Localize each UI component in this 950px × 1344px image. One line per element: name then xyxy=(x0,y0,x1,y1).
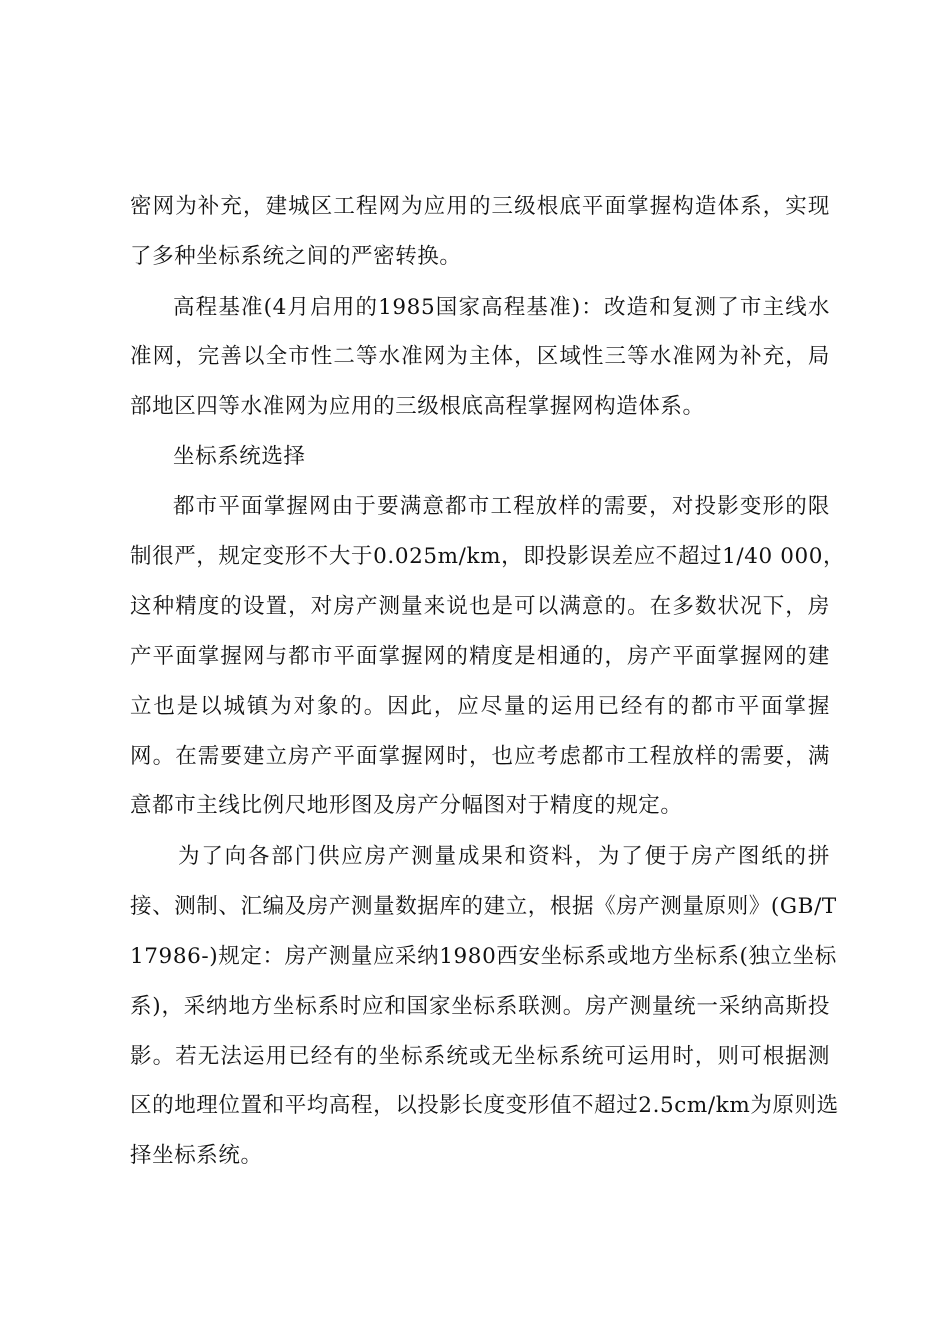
paragraph-line: 都市平面掌握网由于要满意都市工程放样的需要，对投影变形的限 xyxy=(173,494,830,519)
paragraph-line: 17986-)规定：房产测量应采纳1980西安坐标系或地方坐标系(独立坐标 xyxy=(130,944,837,969)
paragraph-line: 意都市主线比例尺地形图及房产分幅图对于精度的规定。 xyxy=(130,793,683,818)
section-heading: 坐标系统选择 xyxy=(173,444,306,469)
paragraph-line: 影。若无法运用已经有的坐标系统或无坐标系统可运用时，则可根据测 xyxy=(130,1044,830,1069)
paragraph-line: 立也是以城镇为对象的。因此，应尽量的运用已经有的都市平面掌握 xyxy=(130,694,830,719)
paragraph-line: 系)，采纳地方坐标系时应和国家坐标系联测。房产测量统一采纳高斯投 xyxy=(130,994,830,1019)
paragraph-line: 准网，完善以全市性二等水准网为主体，区域性三等水准网为补充，局 xyxy=(130,344,830,369)
paragraph-line: 择坐标系统。 xyxy=(130,1143,263,1168)
paragraph-line: 了多种坐标系统之间的严密转换。 xyxy=(130,244,462,269)
paragraph-line: 制很严，规定变形不大于0.025m/km，即投影误差应不超过1/40 000， xyxy=(130,544,846,569)
paragraph-line: 网。在需要建立房产平面掌握网时，也应考虑都市工程放样的需要，满 xyxy=(130,744,830,769)
paragraph-line: 高程基准(4月启用的1985国家高程基准)：改造和复测了市主线水 xyxy=(173,295,830,320)
paragraph-line: 这种精度的设置，对房产测量来说也是可以满意的。在多数状况下，房 xyxy=(130,594,830,619)
paragraph-line: 为了向各部门供应房产测量成果和资料，为了便于房产图纸的拼 xyxy=(178,844,830,869)
paragraph-line: 接、测制、汇编及房产测量数据库的建立，根据《房产测量原则》(GB/T xyxy=(130,894,837,919)
paragraph-line: 区的地理位置和平均高程，以投影长度变形值不超过2.5cm/km为原则选 xyxy=(130,1093,839,1118)
paragraph-line: 密网为补充，建城区工程网为应用的三级根底平面掌握构造体系，实现 xyxy=(130,194,830,219)
paragraph-line: 部地区四等水准网为应用的三级根底高程掌握网构造体系。 xyxy=(130,394,705,419)
paragraph-line: 产平面掌握网与都市平面掌握网的精度是相通的，房产平面掌握网的建 xyxy=(130,644,830,669)
